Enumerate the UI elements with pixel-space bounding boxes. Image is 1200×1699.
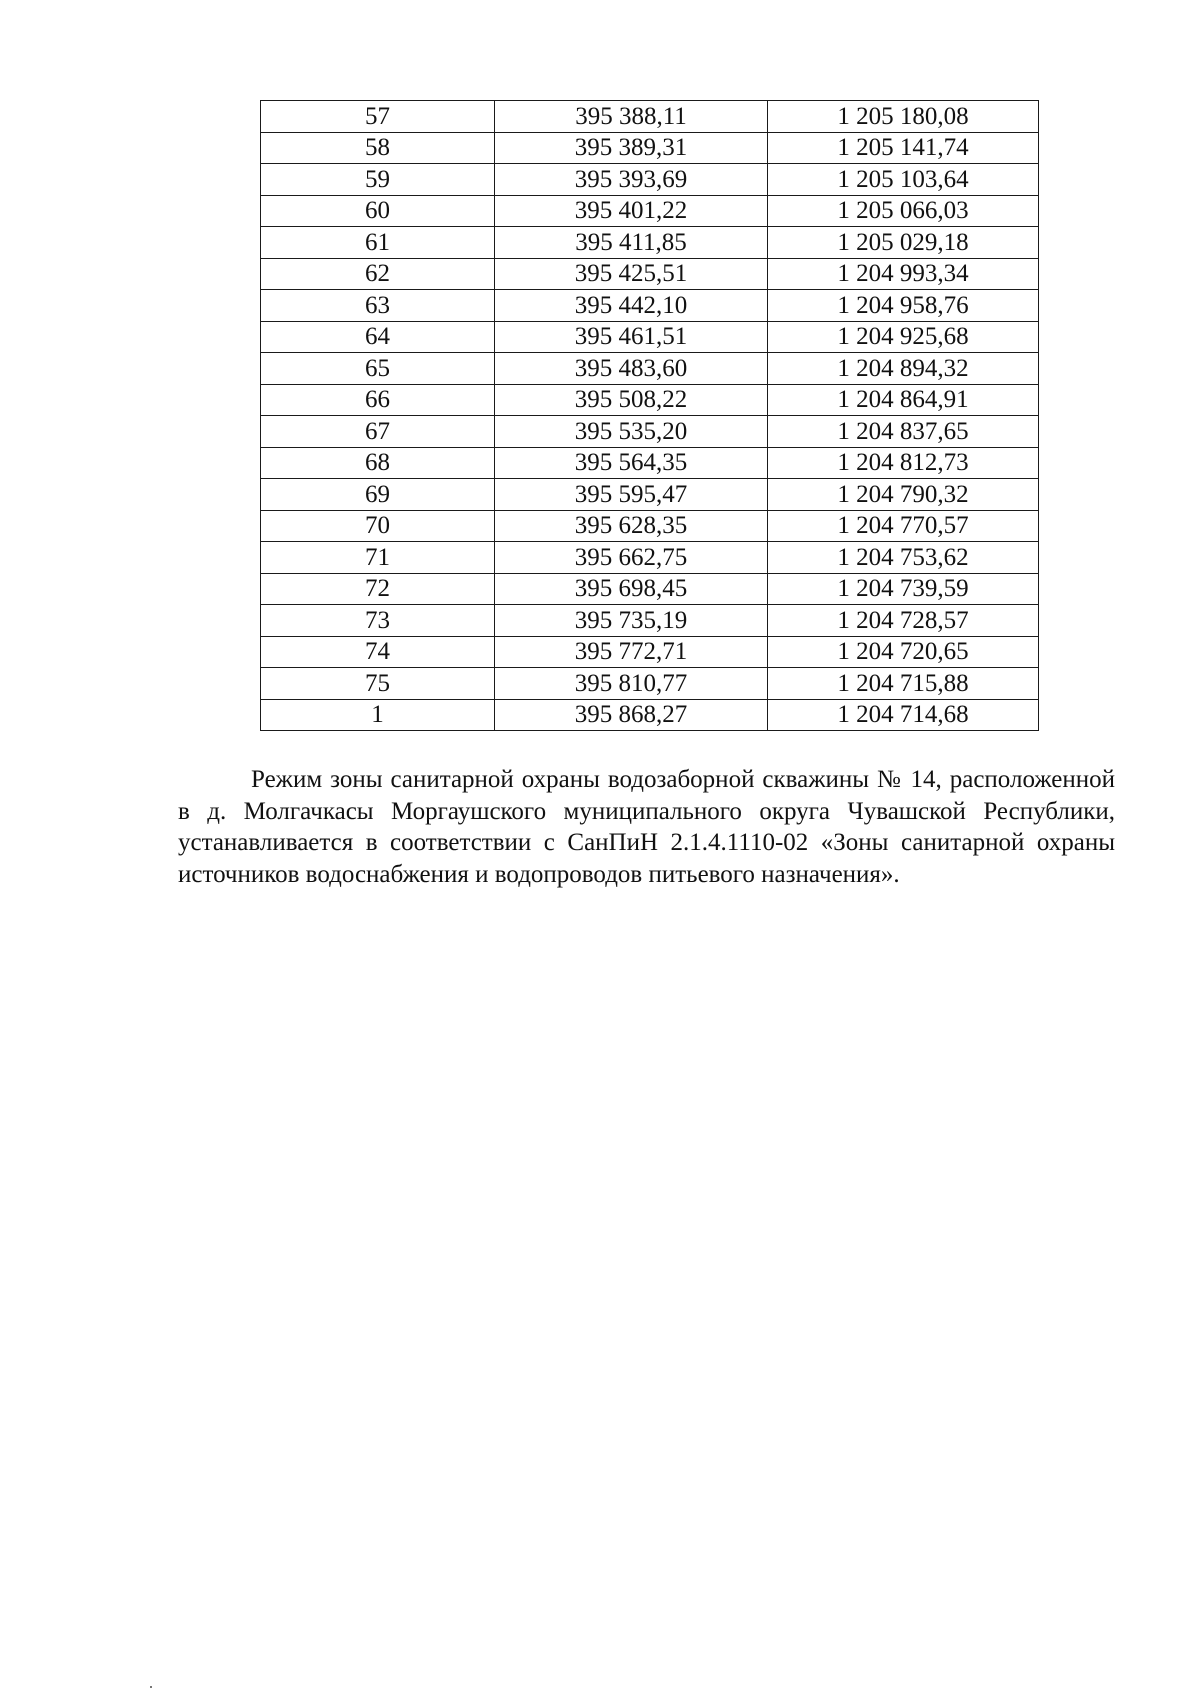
point-number-cell: 60 — [261, 195, 495, 227]
y-coordinate-cell: 1 205 141,74 — [768, 132, 1039, 164]
point-number-cell: 61 — [261, 227, 495, 259]
x-coordinate-cell: 395 564,35 — [495, 447, 768, 479]
x-coordinate-cell: 395 508,22 — [495, 384, 768, 416]
y-coordinate-cell: 1 204 894,32 — [768, 353, 1039, 385]
table-row — [261, 510, 1039, 542]
point-number-cell: 72 — [261, 573, 495, 605]
point-number-cell: 73 — [261, 605, 495, 637]
x-coordinate-cell: 395 595,47 — [495, 479, 768, 511]
y-coordinate-cell: 1 204 728,57 — [768, 605, 1039, 637]
y-coordinate-cell: 1 204 739,59 — [768, 573, 1039, 605]
point-number-cell: 57 — [261, 101, 495, 133]
x-coordinate-cell: 395 393,69 — [495, 164, 768, 196]
table-row — [261, 227, 1039, 259]
table-row — [261, 479, 1039, 511]
point-number-cell: 67 — [261, 416, 495, 448]
y-coordinate-cell: 1 204 925,68 — [768, 321, 1039, 353]
point-number-cell: 59 — [261, 164, 495, 196]
table-row — [261, 668, 1039, 700]
x-coordinate-cell: 395 442,10 — [495, 290, 768, 322]
table-row — [261, 573, 1039, 605]
y-coordinate-cell: 1 205 180,08 — [768, 101, 1039, 133]
point-number-cell: 58 — [261, 132, 495, 164]
y-coordinate-cell: 1 205 066,03 — [768, 195, 1039, 227]
x-coordinate-cell: 395 389,31 — [495, 132, 768, 164]
table-row — [261, 290, 1039, 322]
table-row — [261, 164, 1039, 196]
y-coordinate-cell: 1 204 864,91 — [768, 384, 1039, 416]
regime-paragraph: Режим зоны санитарной охраны водозаборной скважины № 14, расположенной в д. Молгачкасы Моргаушского муниципального округа Чувашской Республики, устанавливается в соответствии с СанПиН 2.1.4.1110-02 «Зоны санитарной охраны источников водоснабжения и водопроводов питьевого назначения». — [178, 766, 1115, 888]
x-coordinate-cell: 395 401,22 — [495, 195, 768, 227]
x-coordinate-cell: 395 698,45 — [495, 573, 768, 605]
x-coordinate-cell: 395 425,51 — [495, 258, 768, 290]
x-coordinate-cell: 395 662,75 — [495, 542, 768, 574]
table-row — [261, 605, 1039, 637]
y-coordinate-cell: 1 204 715,88 — [768, 668, 1039, 700]
point-number-cell: 65 — [261, 353, 495, 385]
x-coordinate-cell: 395 388,11 — [495, 101, 768, 133]
x-coordinate-cell: 395 868,27 — [495, 699, 768, 731]
y-coordinate-cell: 1 204 837,65 — [768, 416, 1039, 448]
table-row — [261, 416, 1039, 448]
table-row — [261, 636, 1039, 668]
point-number-cell: 1 — [261, 699, 495, 731]
y-coordinate-cell: 1 204 770,57 — [768, 510, 1039, 542]
table-row — [261, 447, 1039, 479]
x-coordinate-cell: 395 735,19 — [495, 605, 768, 637]
x-coordinate-cell: 395 772,71 — [495, 636, 768, 668]
point-number-cell: 69 — [261, 479, 495, 511]
point-number-cell: 64 — [261, 321, 495, 353]
table-row — [261, 384, 1039, 416]
y-coordinate-cell: 1 204 993,34 — [768, 258, 1039, 290]
x-coordinate-cell: 395 411,85 — [495, 227, 768, 259]
table-row — [261, 321, 1039, 353]
x-coordinate-cell: 395 628,35 — [495, 510, 768, 542]
table-row — [261, 699, 1039, 731]
point-number-cell: 75 — [261, 668, 495, 700]
table-row — [261, 132, 1039, 164]
table-row — [261, 195, 1039, 227]
x-coordinate-cell: 395 535,20 — [495, 416, 768, 448]
y-coordinate-cell: 1 204 720,65 — [768, 636, 1039, 668]
point-number-cell: 63 — [261, 290, 495, 322]
point-number-cell: 62 — [261, 258, 495, 290]
y-coordinate-cell: 1 204 812,73 — [768, 447, 1039, 479]
scan-speck — [150, 1686, 152, 1688]
table-row — [261, 101, 1039, 133]
table-row — [261, 258, 1039, 290]
y-coordinate-cell: 1 204 790,32 — [768, 479, 1039, 511]
x-coordinate-cell: 395 461,51 — [495, 321, 768, 353]
point-number-cell: 71 — [261, 542, 495, 574]
x-coordinate-cell: 395 810,77 — [495, 668, 768, 700]
y-coordinate-cell: 1 204 714,68 — [768, 699, 1039, 731]
coordinates-table — [260, 100, 1039, 731]
y-coordinate-cell: 1 205 029,18 — [768, 227, 1039, 259]
point-number-cell: 66 — [261, 384, 495, 416]
x-coordinate-cell: 395 483,60 — [495, 353, 768, 385]
y-coordinate-cell: 1 204 958,76 — [768, 290, 1039, 322]
point-number-cell: 70 — [261, 510, 495, 542]
y-coordinate-cell: 1 204 753,62 — [768, 542, 1039, 574]
table-row — [261, 542, 1039, 574]
point-number-cell: 68 — [261, 447, 495, 479]
coordinates-table-body — [261, 101, 1039, 731]
point-number-cell: 74 — [261, 636, 495, 668]
y-coordinate-cell: 1 205 103,64 — [768, 164, 1039, 196]
table-row — [261, 353, 1039, 385]
